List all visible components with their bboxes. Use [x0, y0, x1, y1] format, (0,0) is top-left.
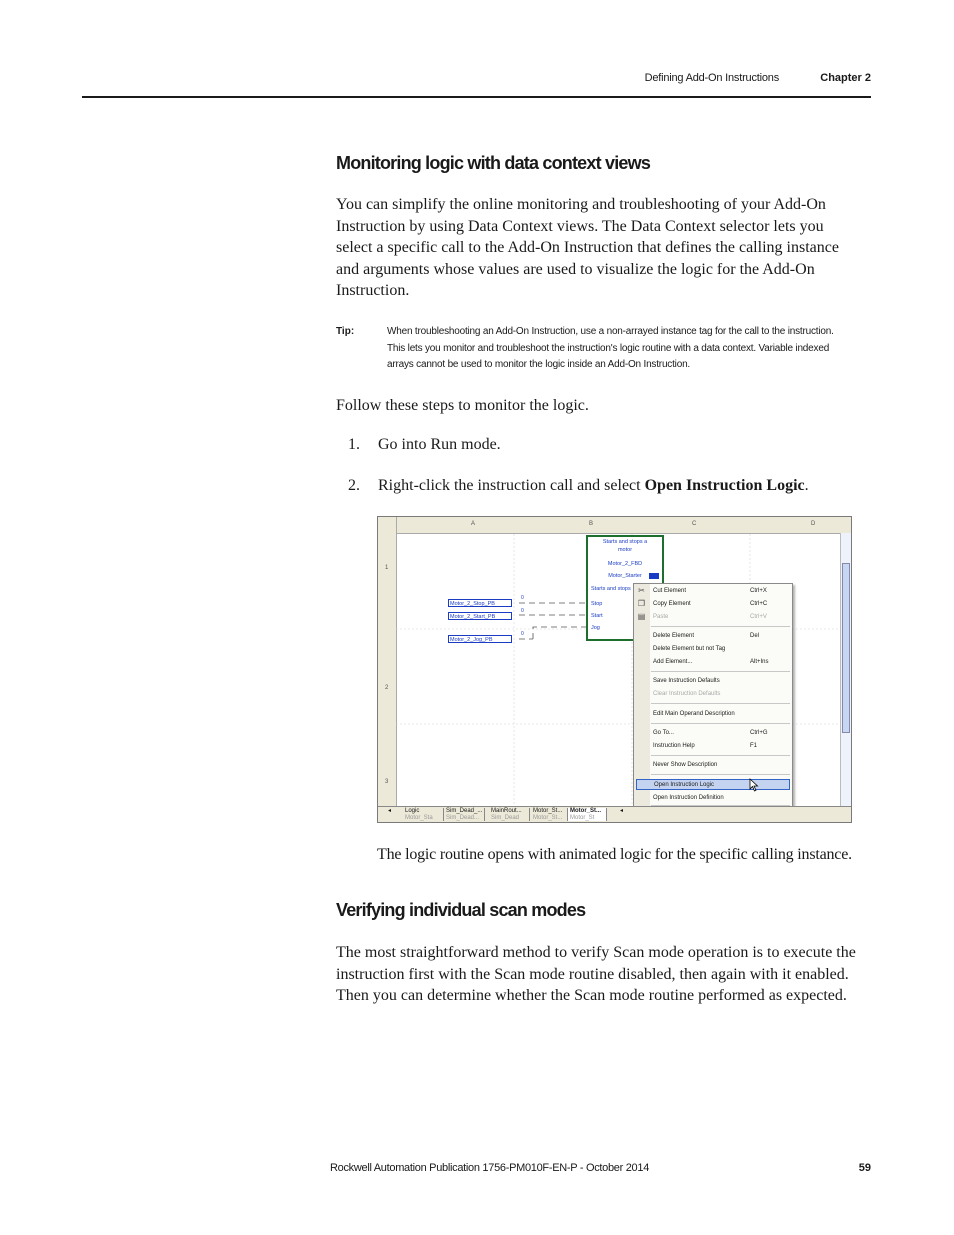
vertical-scrollbar[interactable]: [840, 533, 851, 807]
menu-item-copy-element[interactable]: Copy Element Ctrl+C: [653, 601, 768, 607]
menu-item-open-instruction-definition[interactable]: Open Instruction Definition: [653, 795, 724, 801]
menu-separator: [651, 671, 790, 672]
block-title: Starts and stops a: [602, 539, 648, 545]
row-header: 1: [385, 565, 389, 571]
menu-item-clear-instruction-defaults[interactable]: Clear Instruction Defaults: [653, 691, 721, 697]
tab-motor-starter-active[interactable]: Motor_St... Motor_St: [568, 808, 607, 821]
row-header-bar: [378, 517, 397, 807]
tab-sim-dead[interactable]: Sim_Dead_... Sim_Dead...: [444, 808, 485, 821]
menu-item-delete-element-but-not-tag[interactable]: Delete Element but not Tag: [653, 646, 726, 652]
tip-label: Tip:: [336, 326, 355, 337]
page-number: 59: [858, 1162, 871, 1174]
block-pin: Jog: [591, 625, 600, 631]
copy-icon: ❐: [637, 599, 646, 608]
menu-separator: [651, 774, 790, 775]
tab-mainroutine[interactable]: MainRout... Sim_Dead: [489, 808, 530, 821]
menu-separator: [651, 703, 790, 704]
tab-logic[interactable]: Logic Motor_Sta: [403, 808, 444, 821]
tab-scroll-left-icon[interactable]: ◂: [388, 808, 392, 814]
column-header: B: [589, 521, 594, 527]
menu-item-open-instruction-logic[interactable]: Open Instruction Logic: [636, 779, 790, 790]
menu-item-instruction-help[interactable]: Instruction Help F1: [653, 743, 758, 749]
menu-separator: [651, 626, 790, 627]
step-text: Go into Run mode.: [378, 436, 501, 453]
scrollbar-thumb[interactable]: [842, 563, 850, 733]
block-indicator: [649, 573, 659, 579]
column-header: A: [471, 521, 476, 527]
rslogix-screenshot: [377, 516, 852, 823]
step-bold-command: Open Instruction Logic: [644, 477, 805, 494]
publication-info: Rockwell Automation Publication 1756-PM010F-EN-P - October 2014: [330, 1162, 650, 1174]
paste-icon: ▤: [637, 612, 646, 621]
column-header: C: [692, 521, 697, 527]
page-header: [82, 70, 871, 98]
block-description: Starts and stops: [591, 586, 631, 592]
tip-text: When troubleshooting an Add-On Instruction, use a non-arrayed instance tag for the call to the instruction. This lets you monitor and troubleshoot the instruction's logic routine with a data context. Variable indexed arrays cannot be used to monitor the logic inside an Add-On Instruction.: [387, 326, 834, 370]
menu-item-add-element[interactable]: Add Element... Alt+Ins: [653, 659, 769, 665]
menu-item-go-to[interactable]: Go To... Ctrl+G: [653, 730, 768, 736]
header-section-title: Defining Add-On Instructions: [644, 72, 779, 84]
intro-paragraph: You can simplify the online monitoring and troubleshooting of your Add-On Instruction by using Data Context views. The Data Context selector lets you select a specific call to the Add-On Instruction that defines the calling instance and arguments whose values are used to visualize the logic for the Add-On Instruction.: [336, 196, 839, 299]
block-tag: Motor_2_FBD: [607, 561, 643, 567]
input-tag-jog[interactable]: Motor_2_Jog_PB: [448, 635, 512, 643]
input-value: 0: [521, 631, 524, 637]
menu-item-never-show-description[interactable]: Never Show Description: [653, 762, 718, 768]
input-tag-stop[interactable]: Motor_2_Stop_PB: [448, 599, 512, 607]
input-value: 0: [521, 595, 524, 601]
tab-scroll-right-icon[interactable]: ◂: [620, 808, 624, 814]
verifying-paragraph: The most straightforward method to verify Scan mode operation is to execute the instruction first with the Scan mode routine disabled, then again with it enabled. Then you can determine whether the Scan mode routine performed as expected.: [336, 944, 856, 1004]
section-heading-monitoring: Monitoring logic with data context views: [336, 153, 651, 173]
tab-motor-starter[interactable]: Motor_St... Motor_St...: [531, 808, 568, 821]
mouse-pointer-icon: [749, 778, 759, 792]
block-pin: Start: [591, 613, 603, 619]
block-title: motor: [617, 547, 633, 553]
row-header: 3: [385, 779, 389, 785]
menu-separator: [651, 723, 790, 724]
follow-steps-text: Follow these steps to monitor the logic.: [336, 397, 589, 414]
menu-item-save-instruction-defaults[interactable]: Save Instruction Defaults: [653, 678, 720, 684]
step-number: 2.: [348, 477, 360, 494]
section-heading-verifying: Verifying individual scan modes: [336, 900, 586, 920]
menu-item-cut-element[interactable]: Cut Element Ctrl+X: [653, 588, 767, 594]
input-tag-start[interactable]: Motor_2_Start_PB: [448, 612, 512, 620]
input-value: 0: [521, 608, 524, 614]
routine-tab-bar: [378, 806, 851, 822]
figure-caption: The logic routine opens with animated logic for the specific calling instance.: [377, 846, 852, 863]
block-tag: Motor_Starter: [608, 573, 642, 579]
header-chapter: Chapter 2: [820, 72, 871, 84]
menu-item-edit-main-operand-description[interactable]: Edit Main Operand Description: [653, 711, 735, 717]
menu-item-paste[interactable]: Paste Ctrl+V: [653, 614, 767, 620]
step-text: Right-click the instruction call and select Open Instruction Logic.: [378, 477, 809, 494]
column-header: D: [811, 521, 816, 527]
scissors-icon: ✂: [638, 586, 645, 595]
row-header: 2: [385, 685, 389, 691]
context-menu: [633, 583, 793, 823]
step-number: 1.: [348, 436, 360, 453]
menu-separator: [651, 755, 790, 756]
block-pin: Stop: [591, 601, 603, 607]
menu-item-delete-element[interactable]: Delete Element Del: [653, 633, 760, 639]
column-header-bar: [396, 517, 851, 534]
